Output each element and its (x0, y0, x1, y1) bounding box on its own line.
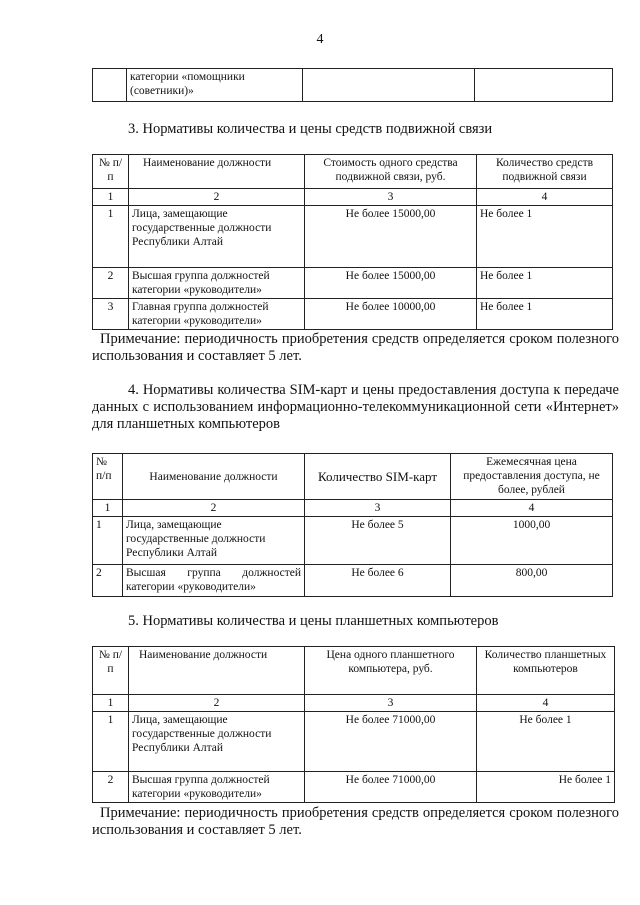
section-5-note: Примечание: периодичность приобретения средств определяется сроком полезного использования и составляет 5 лет. (92, 805, 619, 838)
section-5-title: 5. Нормативы количества и цены планшетных компьютеров (128, 613, 499, 629)
row-position: Главная группа должностей категории «руководители» (129, 299, 305, 330)
table-header-row (93, 155, 613, 189)
row-position: Лица, замещающие государственные должности Республики Алтай (129, 206, 305, 268)
table-header-row (93, 454, 613, 500)
header-monthly-price: Ежемесячная цена предоставления доступа, не более, рублей (451, 454, 613, 500)
row-sim-qty: Не более 6 (305, 565, 451, 597)
section-3-note: Примечание: периодичность приобретения средств определяется сроком полезного использования и составляет 5 лет. (92, 331, 619, 364)
row-qty: Не более 1 (477, 206, 613, 268)
col-number: 2 (129, 189, 305, 206)
col-number: 1 (93, 695, 129, 712)
table-cell (475, 69, 613, 102)
col-number: 2 (123, 500, 305, 517)
row-num: 2 (93, 268, 129, 299)
table-row (93, 712, 615, 772)
row-position: Высшая группа должностей категории «руководители» (129, 772, 305, 803)
row-num: 1 (93, 206, 129, 268)
row-qty: Не более 1 (477, 712, 615, 772)
row-qty: Не более 1 (477, 299, 613, 330)
header-num: № п/п (93, 647, 129, 695)
row-position: Высшая группа должностей категории «руководители» (123, 565, 305, 597)
row-position: Лица, замещающие государственные должности Республики Алтай (123, 517, 305, 565)
table-cell (93, 69, 127, 102)
row-num: 1 (93, 712, 129, 772)
row-price: Не более 15000,00 (305, 206, 477, 268)
row-num: 2 (93, 772, 129, 803)
col-number: 1 (93, 189, 129, 206)
column-number-row (93, 695, 615, 712)
col-number: 2 (129, 695, 305, 712)
header-num: № п/п (93, 155, 129, 189)
section-4-table (92, 453, 613, 597)
row-num: 1 (93, 517, 123, 565)
header-num: № п/п (93, 454, 123, 500)
header-position: Наименование должности (123, 454, 305, 500)
section-5-table (92, 646, 615, 803)
header-position: Наименование должности (129, 647, 305, 695)
row-price: Не более 10000,00 (305, 299, 477, 330)
table-cell (303, 69, 475, 102)
header-price: Цена одного планшетного компьютера, руб. (305, 647, 477, 695)
table-row (93, 772, 615, 803)
col-number: 4 (477, 189, 613, 206)
row-price: Не более 71000,00 (305, 712, 477, 772)
header-sim-qty: Количество SIM-карт (305, 454, 451, 500)
header-position: Наименование должности (129, 155, 305, 189)
header-qty: Количество планшетных компьютеров (477, 647, 615, 695)
row-qty: Не более 1 (477, 772, 615, 803)
row-qty: Не более 1 (477, 268, 613, 299)
row-position: Лица, замещающие государственные должности Республики Алтай (129, 712, 305, 772)
row-num: 3 (93, 299, 129, 330)
col-number: 3 (305, 189, 477, 206)
col-number: 4 (477, 695, 615, 712)
column-number-row (93, 189, 613, 206)
col-number: 3 (305, 695, 477, 712)
table-header-row (93, 647, 615, 695)
top-continuation-table (92, 68, 613, 102)
page-number: 4 (316, 32, 324, 47)
column-number-row (93, 500, 613, 517)
table-row (93, 565, 613, 597)
header-qty: Количество средств подвижной связи (477, 155, 613, 189)
col-number: 4 (451, 500, 613, 517)
section-3-table (92, 154, 613, 330)
section-3-title: 3. Нормативы количества и цены средств подвижной связи (128, 121, 493, 137)
section-4-title: 4. Нормативы количества SIM-карт и цены предоставления доступа к передаче данных с использованием информационно-телекоммуникационной сети «Интернет» для планшетных компьютеров (92, 382, 619, 432)
row-price: Не более 15000,00 (305, 268, 477, 299)
table-row (93, 206, 613, 268)
row-position: Высшая группа должностей категории «руководители» (129, 268, 305, 299)
table-row (93, 299, 613, 330)
table-cell: категории «помощники (советники)» (127, 69, 303, 102)
table-row (93, 268, 613, 299)
col-number: 3 (305, 500, 451, 517)
header-price: Стоимость одного средства подвижной связи, руб. (305, 155, 477, 189)
col-number: 1 (93, 500, 123, 517)
row-sim-qty: Не более 5 (305, 517, 451, 565)
table-row (93, 517, 613, 565)
row-price: Не более 71000,00 (305, 772, 477, 803)
row-monthly-price: 1000,00 (451, 517, 613, 565)
row-num: 2 (93, 565, 123, 597)
row-monthly-price: 800,00 (451, 565, 613, 597)
